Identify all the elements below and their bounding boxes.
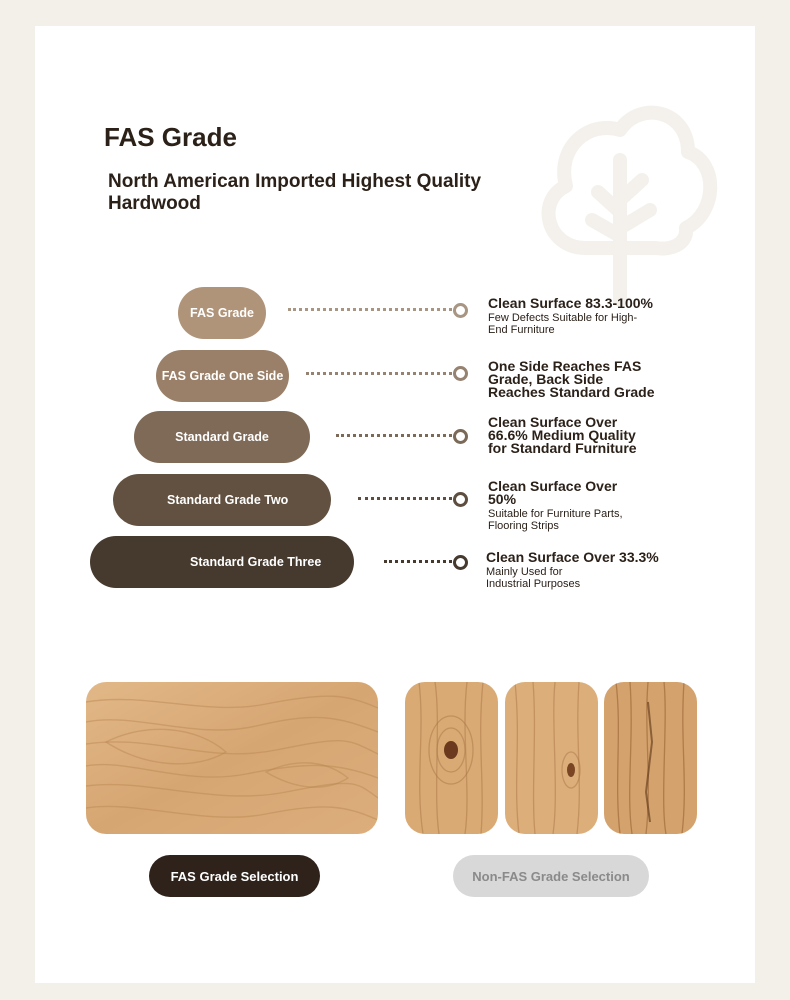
connector-line — [384, 560, 452, 563]
connector-line — [358, 497, 452, 500]
fas-wood-sample — [86, 682, 378, 834]
tree-icon — [528, 100, 718, 310]
grade-pill-fas-one-side: FAS Grade One Side — [156, 350, 289, 402]
grade-detail: Mainly Used for Industrial Purposes — [486, 566, 581, 590]
grade-detail: Suitable for Furniture Parts, Flooring Strips — [488, 508, 623, 532]
connector-dot — [453, 555, 468, 570]
connector-dot — [453, 366, 468, 381]
grade-heading: Clean Surface Over 66.6% Medium Quality for Standard Furniture — [488, 414, 637, 456]
grade-pill-fas: FAS Grade — [178, 287, 266, 339]
grade-heading: Clean Surface Over 33.3% — [486, 549, 659, 565]
connector-dot — [453, 492, 468, 507]
non-fas-wood-sample-2 — [505, 682, 598, 834]
grade-detail: Few Defects Suitable for High-End Furniture — [488, 312, 638, 336]
connector-dot — [453, 303, 468, 318]
grade-heading: Clean Surface Over 50% — [488, 478, 618, 507]
grade-heading: One Side Reaches FAS Grade, Back Side Reaches Standard Grade — [488, 358, 655, 400]
grade-description — [488, 416, 638, 455]
grade-pill-standard: Standard Grade — [134, 411, 310, 463]
grade-heading: Clean Surface 83.3-100% — [488, 295, 653, 311]
connector-line — [306, 372, 452, 375]
grade-description — [486, 551, 686, 590]
grade-description — [488, 480, 648, 532]
grade-description — [488, 360, 658, 399]
connector-dot — [453, 429, 468, 444]
connector-line — [288, 308, 452, 311]
fas-grade-selection-button[interactable]: FAS Grade Selection — [149, 855, 320, 897]
connector-line — [336, 434, 452, 437]
page-title: FAS Grade — [104, 122, 237, 152]
grade-description — [488, 297, 678, 336]
page-subtitle: North American Imported Highest Quality Hardwood — [108, 171, 482, 214]
non-fas-grade-selection-button[interactable]: Non-FAS Grade Selection — [453, 855, 649, 897]
non-fas-wood-sample-3 — [604, 682, 697, 834]
grade-pill-standard-three: Standard Grade Three — [90, 536, 354, 588]
grade-pill-standard-two: Standard Grade Two — [113, 474, 331, 526]
non-fas-wood-sample-1 — [405, 682, 498, 834]
